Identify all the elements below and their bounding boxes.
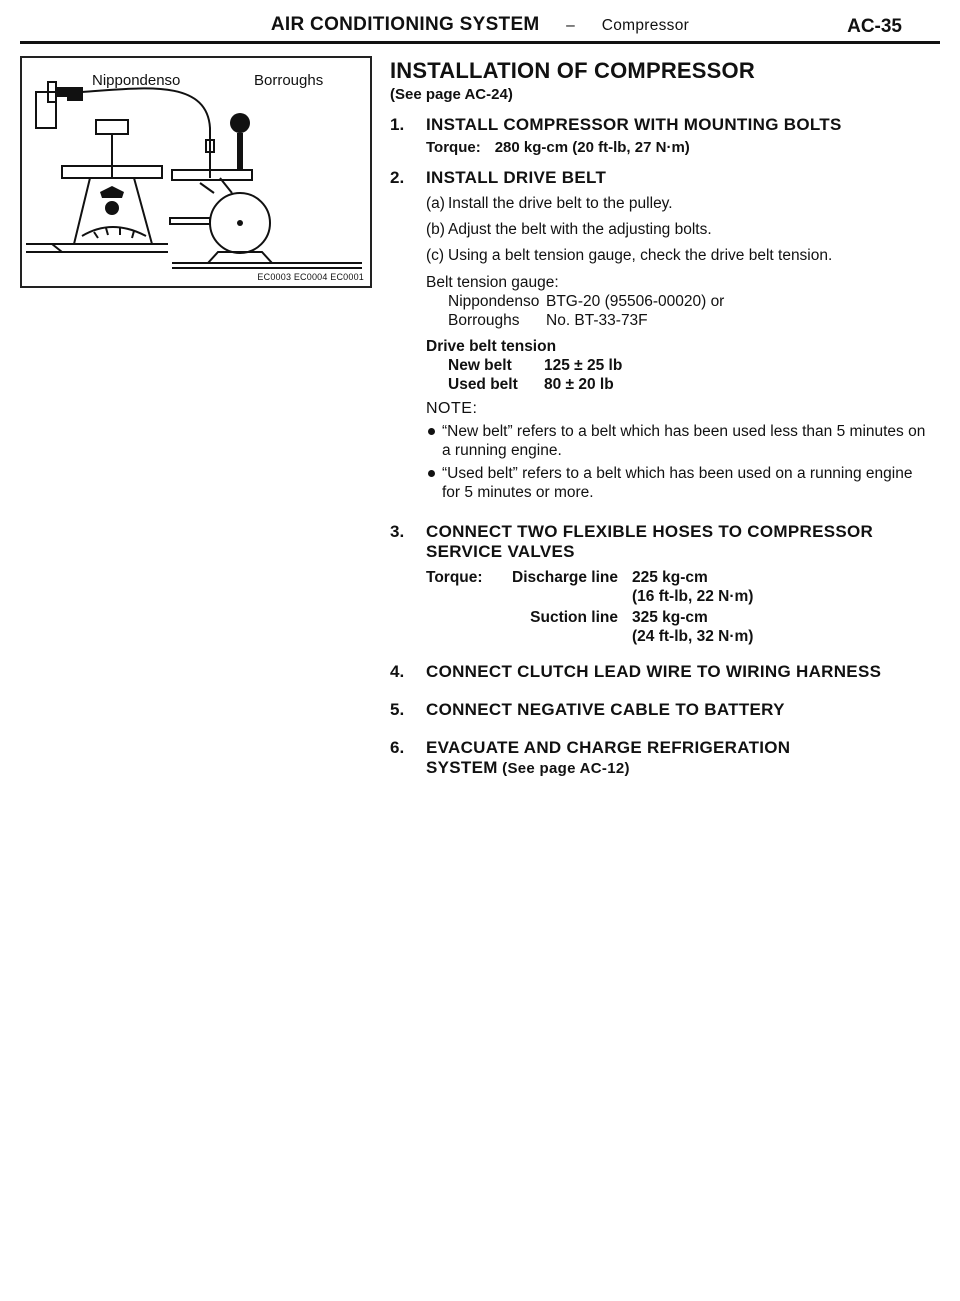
tension-name: New belt [448, 357, 512, 374]
section-reference: (See page AC-24) [390, 86, 513, 103]
torque-spec [426, 139, 930, 156]
installation-content [390, 56, 930, 779]
step-heading: CONNECT NEGATIVE CABLE TO BATTERY [426, 700, 785, 719]
tension-gauge-figure [20, 56, 372, 288]
figure-label-borroughs: Borroughs [254, 72, 324, 89]
tension-gauge-illustration [22, 58, 370, 286]
step-number: 4. [390, 662, 405, 681]
torque-label: Torque: [426, 139, 481, 156]
sub-step-b [426, 220, 930, 240]
step-2 [390, 168, 930, 502]
step-number: 1. [390, 115, 405, 134]
page-header [20, 8, 940, 42]
tension-value: 125 ± 25 lb [544, 357, 623, 374]
tension-name: Used belt [448, 376, 518, 393]
note-item [426, 422, 930, 460]
sub-step-a [426, 194, 930, 214]
header-title: AIR CONDITIONING SYSTEM – Compressor [270, 14, 690, 35]
step-heading: INSTALL COMPRESSOR WITH MOUNTING BOLTS [426, 115, 842, 134]
gauge-name: Nippondenso [448, 293, 540, 310]
gauge-name: Borroughs [448, 312, 520, 329]
torque-row-discharge [426, 568, 930, 606]
sub-step-text: Install the drive belt to the pulley. [448, 195, 673, 212]
torque-values: 225 kg-cm (16 ft-lb, 22 N·m) [632, 569, 754, 605]
sub-step-letter: (a) [426, 195, 445, 212]
bullet-icon [428, 470, 435, 477]
gauge-row [426, 292, 930, 311]
sub-step-text: Using a belt tension gauge, check the drive belt tension. [448, 247, 833, 264]
header-rule [20, 41, 940, 44]
step-heading: CONNECT TWO FLEXIBLE HOSES TO COMPRESSOR SERVICE VALVES [426, 522, 874, 561]
torque-line: Discharge line [512, 569, 618, 586]
gauge-row [426, 311, 930, 330]
page-number: AC-35 [847, 16, 902, 37]
step-5 [390, 700, 930, 720]
step-6 [390, 738, 930, 779]
step-heading: CONNECT CLUTCH LEAD WIRE TO WIRING HARNESS [426, 662, 882, 681]
step-heading: EVACUATE AND CHARGE REFRIGERATION SYSTEM (See page AC-12) [426, 738, 791, 777]
step-heading: INSTALL DRIVE BELT [426, 168, 607, 187]
section-title: INSTALLATION OF COMPRESSOR [390, 58, 755, 83]
torque-label: Torque: [426, 569, 483, 586]
step-1 [390, 115, 930, 156]
tension-row [426, 375, 930, 394]
sub-step-text: Adjust the belt with the adjusting bolts. [448, 221, 712, 238]
step-3 [390, 522, 930, 646]
sub-step-letter: (b) [426, 221, 445, 238]
step-4 [390, 662, 930, 682]
gauge-value: BTG-20 (95506-00020) or [546, 293, 725, 310]
step-number: 5. [390, 700, 405, 719]
step-number: 2. [390, 168, 405, 187]
gauge-label: Belt tension gauge: [426, 274, 559, 291]
gauge-value: No. BT-33-73F [546, 312, 648, 329]
torque-line: Suction line [530, 609, 618, 626]
step-number: 6. [390, 738, 405, 757]
figure-label-nippondenso: Nippondenso [92, 72, 181, 89]
tension-value: 80 ± 20 lb [544, 376, 614, 393]
note-item [426, 464, 930, 502]
note-text: “New belt” refers to a belt which has been used less than 5 minutes on a running engine. [442, 423, 926, 459]
torque-values: 325 kg-cm (24 ft-lb, 32 N·m) [632, 609, 754, 645]
note-text: “Used belt” refers to a belt which has been used on a running engine for 5 minutes or more. [442, 465, 913, 501]
torque-row-suction [426, 608, 930, 646]
sub-step-letter: (c) [426, 247, 445, 264]
bullet-icon [428, 428, 435, 435]
figure-code: EC0003 EC0004 EC0001 [257, 272, 364, 282]
step-reference: (See page AC-12) [497, 760, 630, 777]
torque-value: 280 kg-cm (20 ft-lb, 27 N·m) [494, 139, 690, 156]
note-label: NOTE: [426, 400, 478, 417]
step-number: 3. [390, 522, 405, 541]
tension-label: Drive belt tension [426, 338, 557, 355]
header-subtitle: Compressor [601, 17, 690, 34]
tension-row [426, 356, 930, 375]
sub-step-c [426, 246, 930, 266]
